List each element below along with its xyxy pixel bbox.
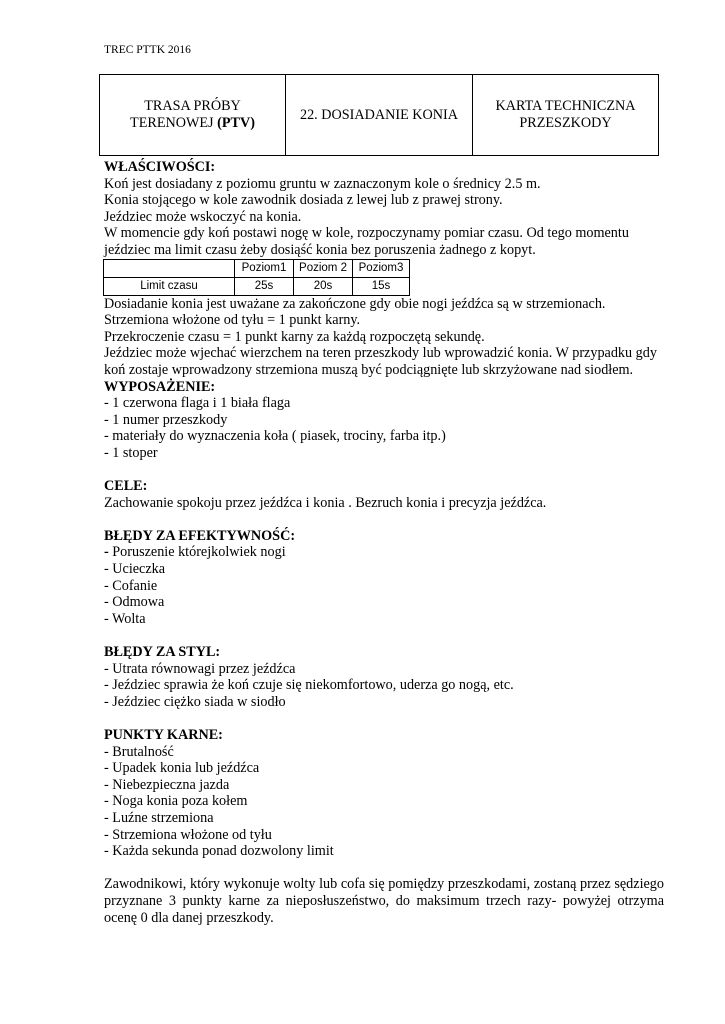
obstacle-title-cell [286,75,473,156]
trial-route-line2 [106,115,279,132]
properties-line: Jeździec może wskoczyć na konia. [104,208,302,225]
properties-line: Konia stojącego w kole zawodnik dosiada z lewej lub z prawej strony. [104,192,503,209]
properties-line: Koń jest dosiadany z poziomu gruntu w zaznaczonym kole o średnicy 2.5 m. [104,175,541,192]
efficiency-errors-heading: BŁĘDY ZA EFEKTYWNOŚĆ: [104,527,296,544]
goals-text: Zachowanie spokoju przez jeźdźca i konia . Bezruch konia i precyzja jeźdźca. [104,494,547,511]
efficiency-error-text: Poruszenie którejkolwiek nogi [108,544,286,561]
properties-line: Dosiadanie konia jest uważane za zakończone gdy obie nogi jeźdźca są w strzemionach. [104,295,606,312]
style-error-item: - Jeździec ciężko siada w siodło [104,693,286,710]
properties-line: W momencie gdy koń postawi nogę w kole, rozpoczynamy pomiar czasu. Od tego momentu [104,225,629,242]
time-limit-header-cell [104,259,235,277]
technical-card-cell [473,75,659,156]
efficiency-error-item: - Odmowa [104,594,165,611]
penalty-item: - Noga konia poza kołem [104,793,248,810]
time-limit-header-cell: Poziom 2 [294,259,353,277]
time-limit-table [103,259,410,296]
penalty-item: - Upadek konia lub jeźdźca [104,760,260,777]
properties-line: Strzemiona włożone od tyłu = 1 punkt karny. [104,312,361,329]
style-error-item: - Utrata równowagi przez jeźdźca [104,660,296,677]
final-paragraph: Zawodnikowi, który wykonuje wolty lub cofa się pomiędzy przeszkodami, zostaną przez sędziego przyznane 3 punkty karne za nieposłuszeństwo, do maksimum trzech razy- powyżej otrzyma ocenę 0 dla danej przeszkody. [104,876,664,926]
efficiency-error-item: - Wolta [104,610,146,627]
efficiency-error-item: - Cofanie [104,577,158,594]
time-limit-header-cell: Poziom1 [235,259,294,277]
time-limit-value: 15s [353,277,410,295]
document-body [104,159,664,926]
efficiency-error-item: - Ucieczka [104,561,166,578]
time-limit-header-row [104,259,410,277]
trial-route-abbrev: (PTV) [217,115,255,131]
trial-route-line2-plain: TERENOWEJ [130,115,218,131]
time-limit-value: 25s [235,277,294,295]
efficiency-error-dash: - [104,544,109,561]
page-header: TREC PTTK 2016 [104,44,191,56]
penalty-item: - Luźne strzemiona [104,809,214,826]
efficiency-error-item [104,544,664,561]
header-table [99,74,659,156]
penalty-item: - Brutalność [104,743,174,760]
time-limit-value: 20s [294,277,353,295]
style-error-item: - Jeździec sprawia że koń czuje się niekomfortowo, uderza go nogą, etc. [104,677,514,694]
equipment-item: - 1 numer przeszkody [104,411,228,428]
properties-paragraph: Jeździec może wjechać wierzchem na teren przeszkody lub wprowadzić konia. W przypadku gdy koń zostaje wprowadzony strzemiona muszą być podciągnięte lub skrzyżowane nad siodłem. [104,345,657,378]
penalty-item: - Niebezpieczna jazda [104,776,230,793]
obstacle-title: 22. DOSIADANIE KONIA [299,106,459,123]
penalty-item: - Każda sekunda ponad dozwolony limit [104,843,334,860]
properties-line: jeździec ma limit czasu żeby dosiąść konia bez poruszenia żadnego z kopyt. [104,241,536,258]
properties-heading: WŁAŚCIWOŚCI: [104,159,216,175]
equipment-item: - 1 stoper [104,444,158,461]
time-limit-header-cell: Poziom3 [353,259,410,277]
style-errors-heading: BŁĘDY ZA STYL: [104,644,221,661]
time-limit-label: Limit czasu [104,277,235,295]
properties-line: Przekroczenie czasu = 1 punkt karny za każdą rozpoczętą sekundę. [104,328,485,345]
trial-route-cell [100,75,286,156]
goals-heading: CELE: [104,478,148,495]
equipment-heading: WYPOSAŻENIE: [104,378,216,395]
equipment-item: - 1 czerwona flaga i 1 biała flaga [104,395,291,412]
penalty-item: - Strzemiona włożone od tyłu [104,826,272,843]
technical-card-line2: PRZESZKODY [519,115,612,131]
penalty-points-heading: PUNKTY KARNE: [104,727,223,743]
equipment-item: - materiały do wyznaczenia koła ( piasek, trociny, farba itp.) [104,428,446,445]
technical-card-line1: KARTA TECHNICZNA [495,98,636,114]
trial-route-line1: TRASA PRÓBY [144,98,241,114]
time-limit-row [104,277,410,295]
